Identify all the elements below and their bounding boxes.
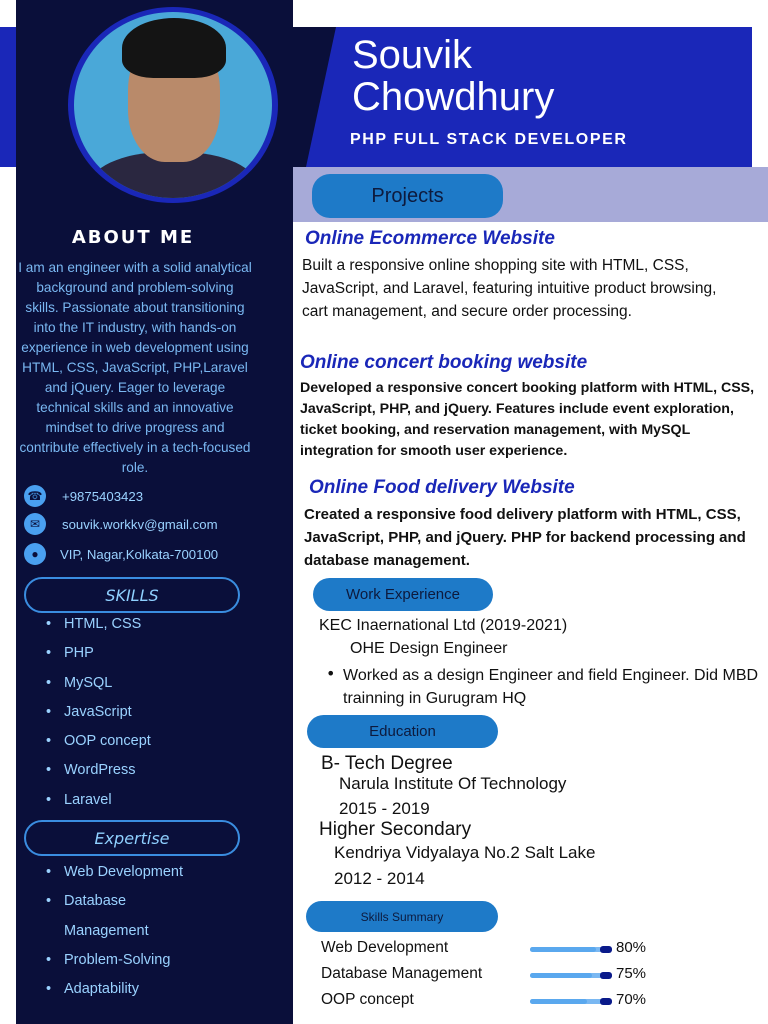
- expertise-item: • Web Development: [46, 862, 183, 891]
- job-role-title: PHP FULL STACK DEVELOPER: [350, 131, 628, 148]
- skill-item: • HTML, CSS: [46, 614, 151, 643]
- skill-progress-fill: [530, 947, 596, 952]
- project-description: Built a responsive online shopping site with HTML, CSS, JavaScript, and Laravel, featuring intuitive product browsing, cart management, and secure order processing.: [302, 257, 717, 320]
- email-icon: ✉: [24, 513, 46, 535]
- skill-progress-fill: [530, 973, 592, 978]
- skill-summary-label: Database Management: [321, 965, 483, 982]
- skills-list: [46, 614, 151, 819]
- skill-progress-track: [530, 947, 612, 952]
- education-heading: Education: [307, 715, 498, 748]
- bullet-dot: •: [326, 664, 336, 683]
- name-line-1: Souvik: [352, 33, 473, 77]
- skill-progress-cap: [600, 998, 612, 1005]
- candidate-name: [352, 34, 554, 118]
- project-title: Online Ecommerce Website: [305, 228, 555, 249]
- project-description: Created a responsive food delivery platform with HTML, CSS, JavaScript, PHP, and jQuery. PHP for backend processing and database management.: [304, 506, 746, 569]
- degree-title: B- Tech Degree: [321, 753, 453, 774]
- contact-phone[interactable]: [24, 485, 143, 507]
- expertise-item: • Adaptability: [46, 979, 183, 1008]
- email-text: souvik.workkv@gmail.com: [62, 516, 218, 532]
- job-description: Worked as a design Engineer and field Engineer. Did MBD trainning in Gurugram HQ: [343, 667, 759, 707]
- job-position: OHE Design Engineer: [350, 640, 508, 657]
- degree-title: Higher Secondary: [319, 819, 472, 840]
- skill-summary-percent: 75%: [616, 965, 647, 982]
- address-text: VIP, Nagar,Kolkata-700100: [60, 546, 219, 562]
- phone-text: +9875403423: [62, 488, 144, 504]
- skill-progress-track: [530, 973, 612, 978]
- phone-icon: ☎: [24, 485, 46, 507]
- expertise-item: • Database: [46, 891, 183, 920]
- skills-summary-heading: Skills Summary: [306, 901, 498, 932]
- expertise-item: • Problem-Solving: [46, 950, 183, 979]
- photo-hair: [122, 18, 226, 78]
- institution-name: Narula Institute Of Technology: [339, 774, 567, 793]
- work-experience-heading: Work Experience: [313, 578, 493, 611]
- profile-photo: [74, 12, 272, 198]
- skill-progress-track: [530, 999, 612, 1004]
- about-text: I am an engineer with a solid analytical background and problem-solving skills. Passionate about transitioning into the IT industry, with hands-on experience in web development using HTML, CSS, JavaScript, PHP,Laravel and jQuery. Eager to leverage technical skills and an innovative mindset to drive progress and contribute effectively in a tech-focused role.: [18, 260, 252, 475]
- skill-item: • Laravel: [46, 790, 151, 819]
- institution-name: Kendriya Vidyalaya No.2 Salt Lake: [334, 843, 596, 862]
- location-pin-icon: ●: [24, 543, 46, 565]
- expertise-item-continued: Management: [64, 922, 149, 939]
- project-title: Online Food delivery Website: [309, 477, 575, 498]
- company-name: KEC Inaernational Ltd (2019-2021): [319, 617, 568, 634]
- about-title: ABOUT ME: [71, 227, 195, 248]
- skill-progress-fill: [530, 999, 587, 1004]
- skill-summary-percent: 80%: [616, 939, 647, 956]
- skill-summary-percent: 70%: [616, 991, 647, 1008]
- skill-item: • MySQL: [46, 673, 151, 702]
- contact-address: [24, 543, 218, 565]
- education-years: 2015 - 2019: [339, 799, 430, 818]
- expertise-list: [46, 862, 183, 1008]
- skill-progress-cap: [600, 972, 612, 979]
- skill-summary-label: OOP concept: [321, 991, 414, 1008]
- projects-heading: Projects: [312, 174, 503, 218]
- skill-progress-cap: [600, 946, 612, 953]
- skill-item: • OOP concept: [46, 731, 151, 760]
- skills-heading: SKILLS: [24, 577, 240, 613]
- skill-summary-label: Web Development: [321, 939, 449, 956]
- project-description: Developed a responsive concert booking platform with HTML, CSS, JavaScript, PHP, and jQuery. Features include event exploration, ticket booking, and reservation management, with MySQL integration for smooth user experience.: [300, 380, 755, 459]
- contact-email[interactable]: [24, 513, 218, 535]
- skill-item: • WordPress: [46, 760, 151, 789]
- project-title: Online concert booking website: [300, 352, 588, 373]
- expertise-heading: Expertise: [24, 820, 240, 856]
- skill-item: • JavaScript: [46, 702, 151, 731]
- education-years: 2012 - 2014: [334, 869, 425, 888]
- name-line-2: Chowdhury: [352, 75, 555, 119]
- skill-item: • PHP: [46, 643, 151, 672]
